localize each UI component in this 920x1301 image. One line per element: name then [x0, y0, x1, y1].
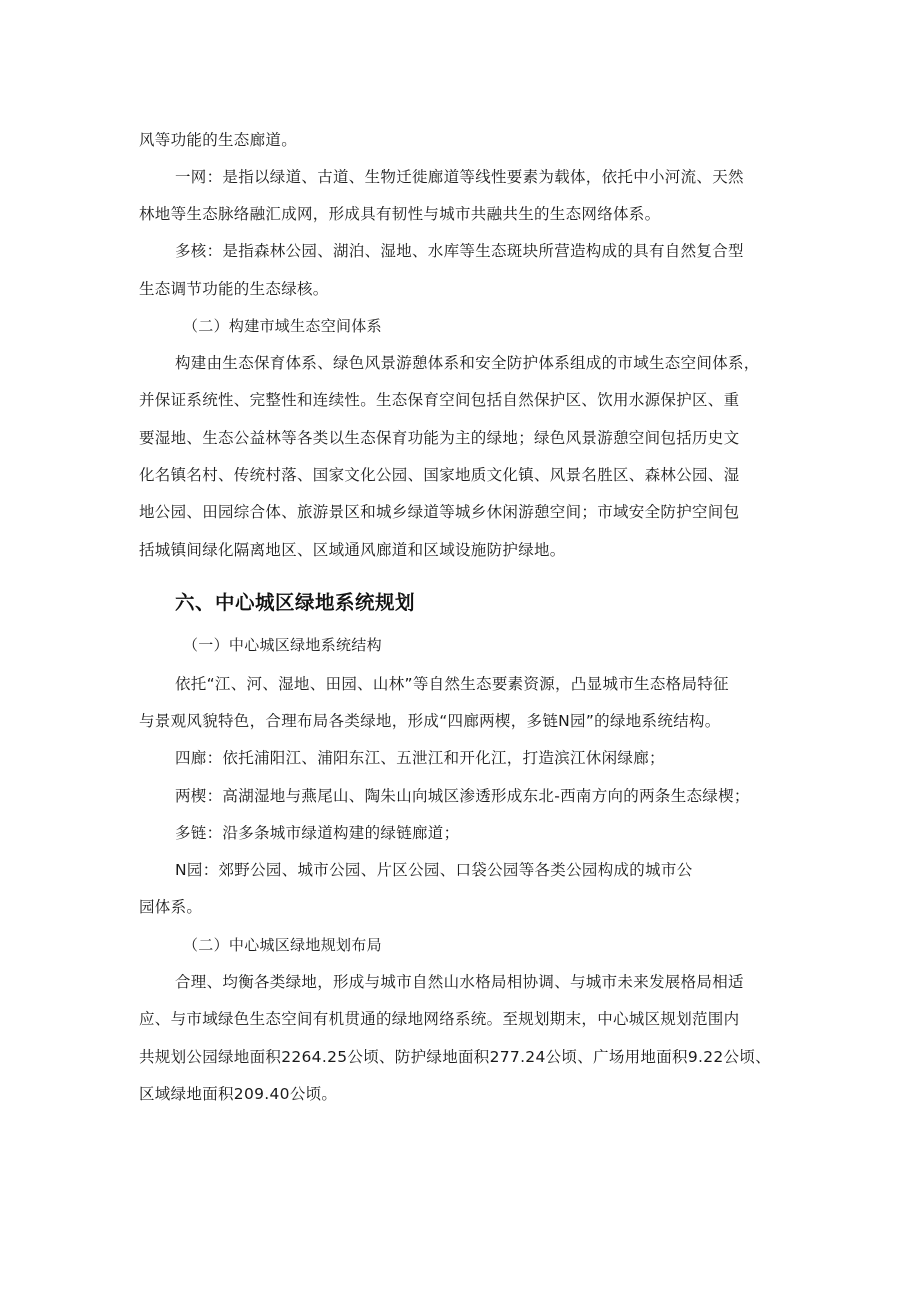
paragraph-line: 生态调节功能的生态绿核。: [139, 280, 329, 298]
paragraph-line: 要湿地、生态公益林等各类以生态保育功能为主的绿地；绿色风景游憩空间包括历史文: [139, 429, 740, 447]
paragraph-line: 两楔：高湖湿地与燕尾山、陶朱山向城区渗透形成东北-西南方向的两条生态绿楔；: [175, 787, 750, 805]
paragraph-line: 地公园、田园综合体、旅游景区和城乡绿道等城乡休闲游憩空间；市域安全防护空间包: [139, 503, 740, 521]
paragraph-line: 构建由生态保育体系、绿色风景游憩体系和安全防护体系组成的市域生态空间体系，: [175, 354, 760, 372]
section-heading: 六、中心城区绿地系统规划: [175, 591, 416, 614]
paragraph-line: N园：郊野公园、城市公园、片区公园、口袋公园等各类公园构成的城市公: [175, 861, 693, 879]
paragraph-line: 合理、均衡各类绿地，形成与城市自然山水格局相协调、与城市未来发展格局相适: [175, 973, 744, 991]
paragraph-line: 区域绿地面积209.40公顷。: [139, 1085, 338, 1103]
paragraph-line: 风等功能的生态廊道。: [139, 131, 298, 149]
paragraph-line: 化名镇名村、传统村落、国家文化公园、国家地质文化镇、风景名胜区、森林公园、湿: [139, 466, 740, 484]
paragraph-line: 与景观风貌特色，合理布局各类绿地，形成“四廊两楔，多链N园”的绿地系统结构。: [139, 712, 721, 730]
paragraph-line: 林地等生态脉络融汇成网，形成具有韧性与城市共融共生的生态网络体系。: [139, 205, 661, 223]
subsection-heading: （二）构建市域生态空间体系: [183, 317, 382, 335]
paragraph-line: 多核：是指森林公园、湖泊、湿地、水库等生态斑块所营造构成的具有自然复合型: [175, 242, 744, 260]
paragraph-line: 四廊：依托浦阳江、浦阳东江、五泄江和开化江，打造滨江休闲绿廊；: [175, 749, 665, 767]
paragraph-line: 园体系。: [139, 898, 203, 916]
paragraph-line: 依托“江、河、湿地、田园、山林”等自然生态要素资源，凸显城市生态格局特征: [175, 675, 729, 693]
paragraph-line: 应、与市域绿色生态空间有机贯通的绿地网络系统。至规划期末，中心城区规划范围内: [139, 1010, 740, 1028]
paragraph-line: 共规划公园绿地面积2264.25公顷、防护绿地面积277.24公顷、广场用地面积9.22公顷、: [139, 1048, 771, 1066]
subsection-heading: （一）中心城区绿地系统结构: [183, 636, 382, 654]
subsection-heading: （二）中心城区绿地规划布局: [183, 936, 382, 954]
paragraph-line: 并保证系统性、完整性和连续性。生态保育空间包括自然保护区、饮用水源保护区、重: [139, 391, 740, 409]
paragraph-line: 括城镇间绿化隔离地区、区域通风廊道和区域设施防护绿地。: [139, 541, 566, 559]
paragraph-line: 多链：沿多条城市绿道构建的绿链廊道；: [175, 824, 460, 842]
paragraph-line: 一网：是指以绿道、古道、生物迁徙廊道等线性要素为载体，依托中小河流、天然: [175, 168, 744, 186]
